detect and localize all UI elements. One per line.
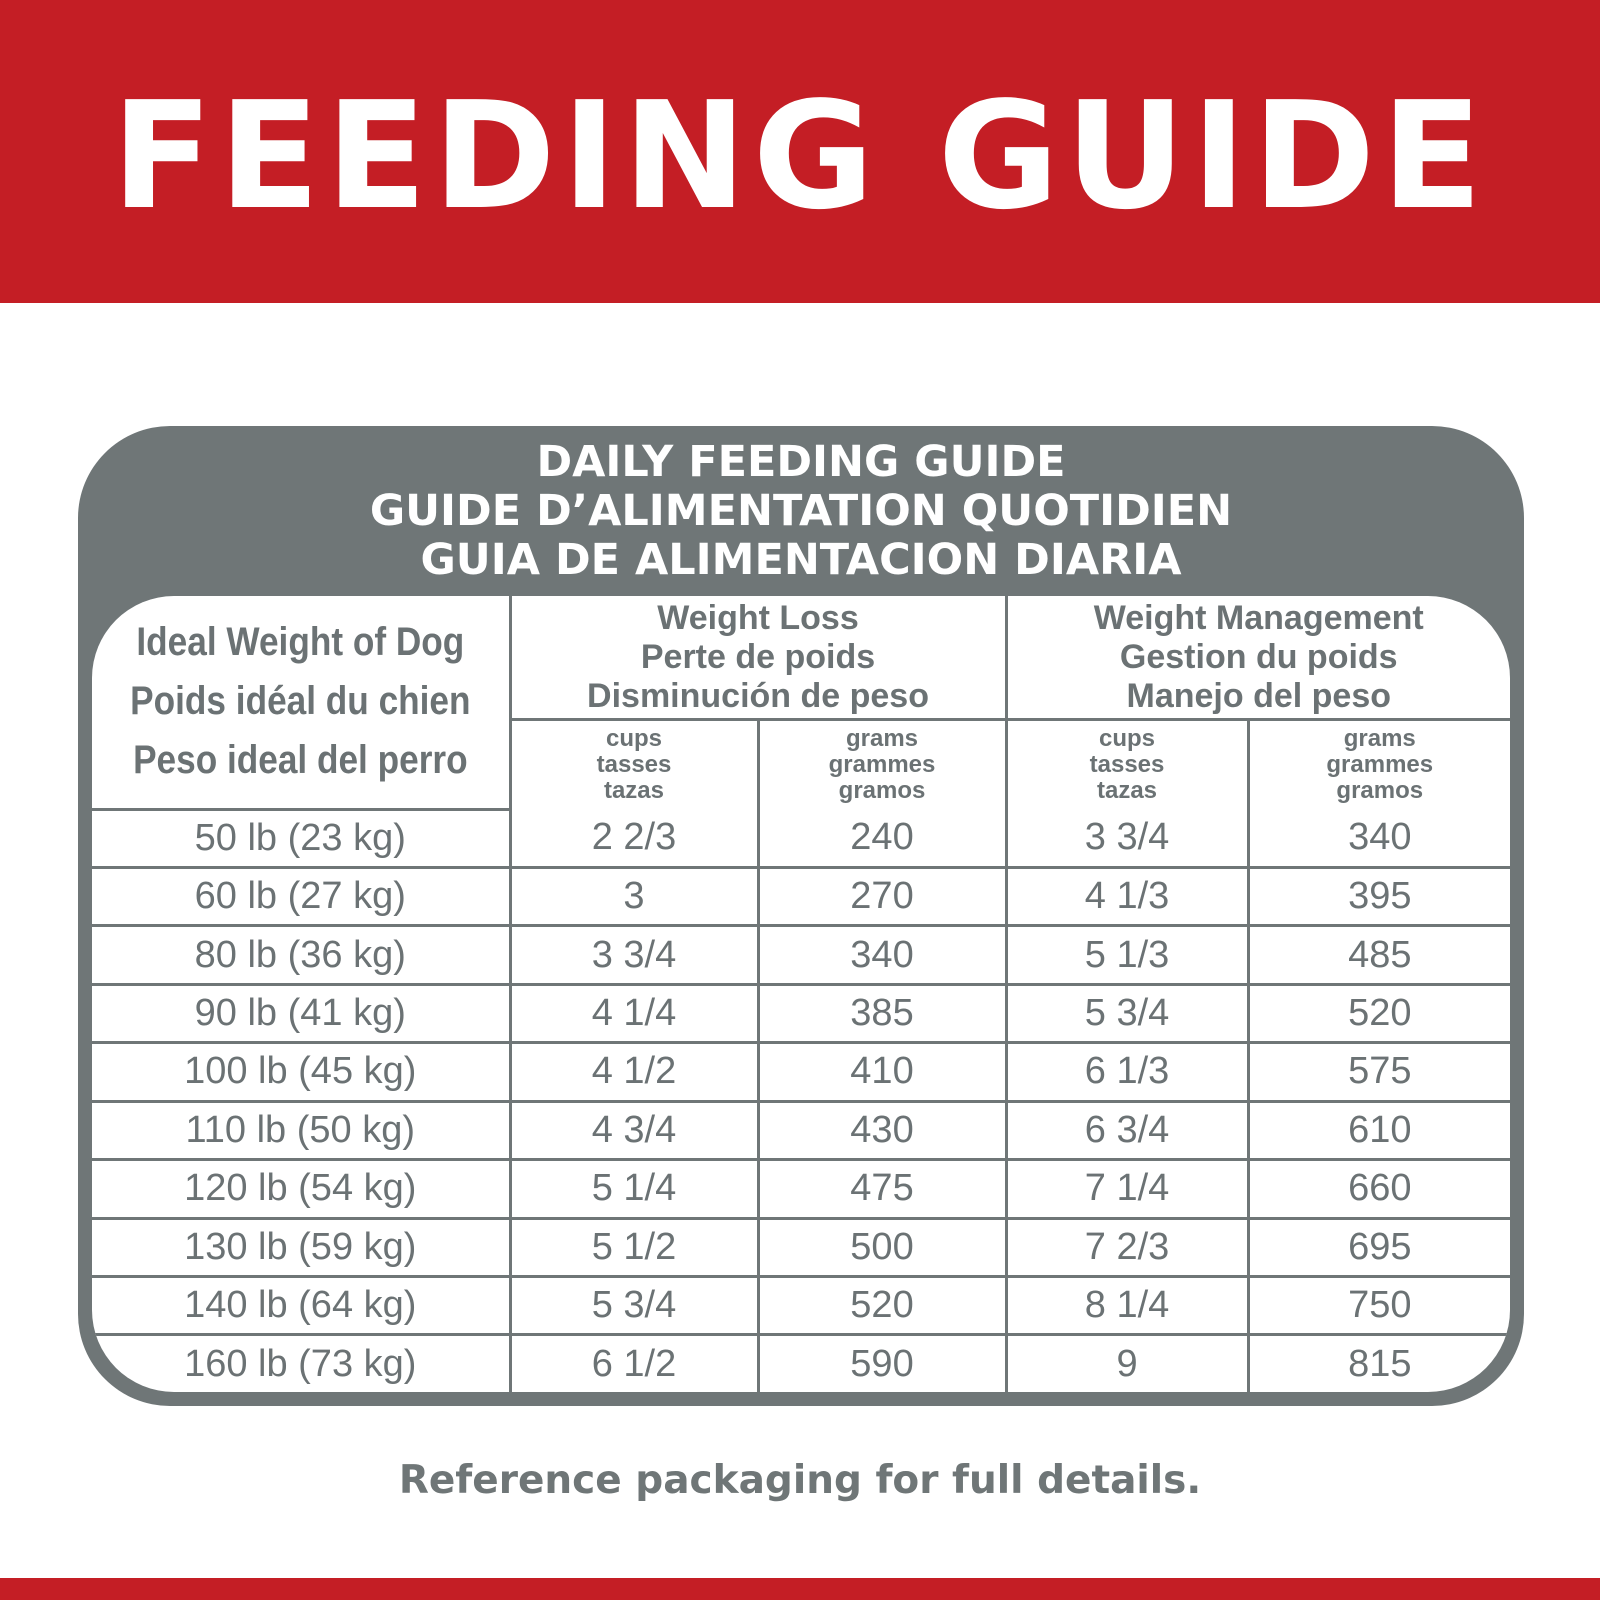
panel-heading-line-fr: GUIDE D’ALIMENTATION QUOTIDIEN	[369, 486, 1233, 536]
weight-management-header-en: Weight Management	[1093, 598, 1424, 637]
mgmt-grams-cell: 485	[1248, 926, 1510, 984]
feeding-table-container	[92, 596, 1510, 1392]
header-banner	[0, 0, 1600, 303]
loss-cups-cell: 3	[510, 867, 758, 925]
mgmt-cups-cell: 4 1/3	[1006, 867, 1248, 925]
mgmt-cups-cell: 5 3/4	[1006, 984, 1248, 1042]
mgmt-grams-cell: 340	[1248, 809, 1510, 867]
mgmt-cups-cell: 8 1/4	[1006, 1277, 1248, 1335]
mgmt-cups-cell: 6 3/4	[1006, 1101, 1248, 1159]
table-row	[92, 809, 1510, 867]
unit-label: gramos	[838, 777, 926, 804]
weight-cell: 110 lb (50 kg)	[92, 1101, 510, 1159]
panel-heading-line-en: DAILY FEEDING GUIDE	[536, 437, 1066, 487]
loss-cups-cell: 6 1/2	[510, 1335, 758, 1392]
loss-cups-header	[510, 720, 758, 810]
loss-grams-cell: 270	[758, 867, 1006, 925]
loss-cups-cell: 3 3/4	[510, 926, 758, 984]
weight-cell: 100 lb (45 kg)	[92, 1043, 510, 1101]
feeding-table	[92, 596, 1510, 1392]
weight-management-header-es: Manejo del peso	[1126, 676, 1392, 715]
loss-grams-cell: 500	[758, 1218, 1006, 1276]
unit-label: tazas	[603, 777, 665, 804]
unit-label: tasses	[1089, 751, 1165, 778]
loss-cups-cell: 2 2/3	[510, 809, 758, 867]
mgmt-cups-header	[1006, 720, 1248, 810]
loss-cups-cell: 4 1/2	[510, 1043, 758, 1101]
panel-heading	[78, 438, 1524, 585]
loss-cups-cell: 4 1/4	[510, 984, 758, 1042]
weight-loss-header	[510, 596, 1006, 720]
unit-label: tazas	[1096, 777, 1158, 804]
table-row	[92, 867, 1510, 925]
loss-grams-header	[758, 720, 1006, 810]
weight-header-es: Peso ideal del perro	[133, 738, 468, 783]
reference-note: Reference packaging for full details.	[398, 1458, 1202, 1503]
mgmt-grams-cell: 575	[1248, 1043, 1510, 1101]
table-row	[92, 1277, 1510, 1335]
table-row	[92, 1218, 1510, 1276]
bottom-stripe	[0, 1578, 1600, 1600]
table-row	[92, 984, 1510, 1042]
panel-heading-line-es: GUIA DE ALIMENTACION DIARIA	[420, 535, 1182, 585]
unit-label: cups	[605, 725, 662, 752]
weight-cell: 130 lb (59 kg)	[92, 1218, 510, 1276]
loss-grams-cell: 520	[758, 1277, 1006, 1335]
mgmt-cups-cell: 7 2/3	[1006, 1218, 1248, 1276]
weight-header-fr: Poids idéal du chien	[130, 679, 471, 724]
mgmt-grams-cell: 695	[1248, 1218, 1510, 1276]
mgmt-grams-cell: 520	[1248, 984, 1510, 1042]
weight-header-en: Ideal Weight of Dog	[136, 620, 465, 665]
loss-grams-cell: 340	[758, 926, 1006, 984]
table-row	[92, 1101, 1510, 1159]
table-row	[92, 1043, 1510, 1101]
mgmt-cups-cell: 3 3/4	[1006, 809, 1248, 867]
mgmt-grams-cell: 610	[1248, 1101, 1510, 1159]
mgmt-cups-cell: 7 1/4	[1006, 1160, 1248, 1218]
mgmt-cups-cell: 5 1/3	[1006, 926, 1248, 984]
page-title: FEEDING GUIDE	[111, 69, 1489, 242]
weight-loss-header-es: Disminución de peso	[587, 676, 929, 715]
loss-grams-cell: 410	[758, 1043, 1006, 1101]
weight-loss-header-fr: Perte de poids	[640, 637, 876, 676]
mgmt-grams-cell: 750	[1248, 1277, 1510, 1335]
weight-cell: 80 lb (36 kg)	[92, 926, 510, 984]
weight-cell: 140 lb (64 kg)	[92, 1277, 510, 1335]
weight-management-header-fr: Gestion du poids	[1119, 637, 1398, 676]
weight-cell: 50 lb (23 kg)	[92, 809, 510, 867]
loss-grams-cell: 590	[758, 1335, 1006, 1392]
mgmt-grams-cell: 395	[1248, 867, 1510, 925]
weight-management-header	[1006, 596, 1510, 720]
weight-cell: 60 lb (27 kg)	[92, 867, 510, 925]
mgmt-cups-cell: 6 1/3	[1006, 1043, 1248, 1101]
weight-loss-header-en: Weight Loss	[657, 598, 859, 637]
loss-grams-cell: 385	[758, 984, 1006, 1042]
table-row	[92, 1335, 1510, 1392]
weight-cell: 120 lb (54 kg)	[92, 1160, 510, 1218]
loss-grams-cell: 240	[758, 809, 1006, 867]
mgmt-grams-header	[1248, 720, 1510, 810]
mgmt-grams-cell: 815	[1248, 1335, 1510, 1392]
table-row	[92, 1160, 1510, 1218]
mgmt-grams-cell: 660	[1248, 1160, 1510, 1218]
unit-label: grammes	[828, 751, 936, 778]
loss-grams-cell: 475	[758, 1160, 1006, 1218]
weight-column-header	[117, 596, 485, 809]
weight-cell: 90 lb (41 kg)	[92, 984, 510, 1042]
table-row	[92, 926, 1510, 984]
unit-label: cups	[1099, 725, 1156, 752]
unit-label: grams	[845, 725, 919, 752]
table-header-row	[92, 596, 1510, 720]
loss-cups-cell: 4 3/4	[510, 1101, 758, 1159]
unit-label: grams	[1343, 725, 1416, 752]
loss-cups-cell: 5 1/4	[510, 1160, 758, 1218]
unit-label: tasses	[596, 751, 672, 778]
loss-cups-cell: 5 1/2	[510, 1218, 758, 1276]
weight-cell: 160 lb (73 kg)	[92, 1335, 510, 1392]
loss-cups-cell: 5 3/4	[510, 1277, 758, 1335]
mgmt-cups-cell: 9	[1006, 1335, 1248, 1392]
loss-grams-cell: 430	[758, 1101, 1006, 1159]
feeding-guide-panel	[78, 426, 1524, 1406]
unit-label: grammes	[1326, 751, 1434, 778]
unit-label: gramos	[1336, 777, 1424, 804]
